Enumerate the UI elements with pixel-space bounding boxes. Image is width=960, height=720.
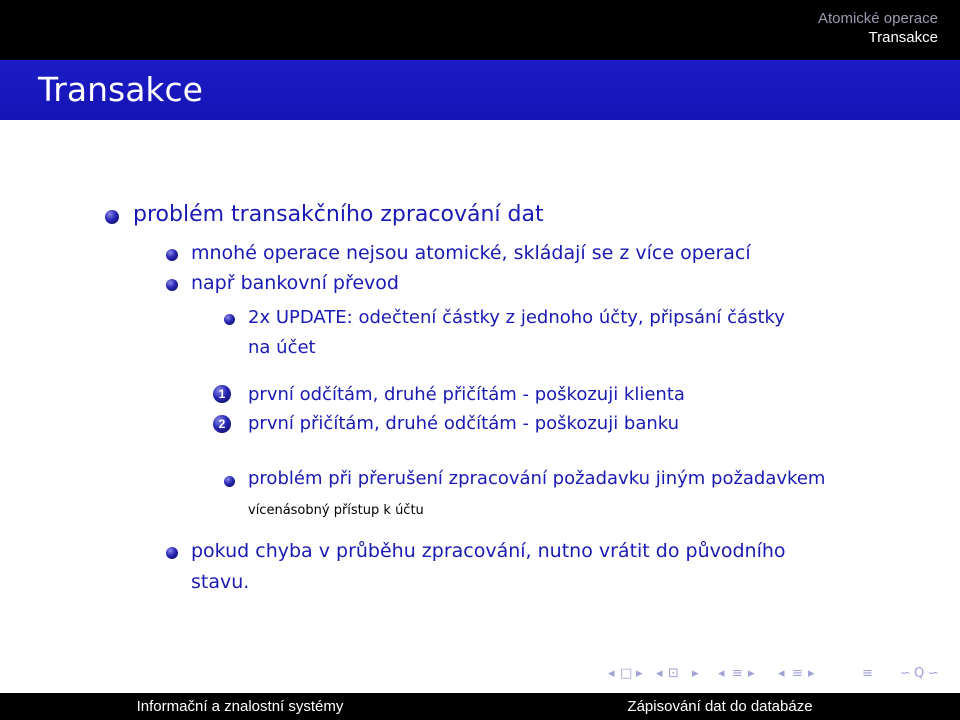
- sub-item-2: např bankovní převod: [191, 272, 399, 294]
- small-note: vícenásobný přístup k účtu: [248, 503, 424, 518]
- enum-number-2-icon: 2: [213, 415, 231, 433]
- bullet-ball-icon: [224, 314, 235, 325]
- subsection-icon[interactable]: ⊡: [668, 666, 679, 681]
- bullet-ball-icon: [166, 279, 178, 291]
- enum-item-1: první odčítám, druhé přičítám - poškozuji klienta: [248, 384, 685, 405]
- enum-item-2: první přičítám, druhé odčítám - poškozuji banku: [248, 413, 680, 434]
- subsub-item-1-line1: 2x UPDATE: odečtení částky z jednoho účty, připsání částky: [248, 307, 785, 328]
- main-item-1: problém transakčního zpracování dat: [133, 202, 544, 227]
- footer-left-title: Informační a znalostní systémy: [136, 698, 344, 715]
- subsub-item-2: problém při přerušení zpracování požadavku jiným požadavkem: [248, 468, 826, 489]
- section-prev-icon[interactable]: ◂: [718, 666, 725, 681]
- part-next-icon[interactable]: ▸: [808, 666, 815, 681]
- sub-item-1: mnohé operace nejsou atomické, skládají se z více operací: [191, 242, 751, 264]
- frame-next-icon[interactable]: ▸: [636, 666, 643, 681]
- section-icon[interactable]: ≡: [732, 666, 743, 681]
- frame-icon[interactable]: □: [620, 666, 633, 681]
- search-back-icon[interactable]: ∽: [900, 666, 911, 681]
- bullet-ball-icon: [224, 476, 235, 487]
- footer-right-title: Zápisování dat do databáze: [627, 698, 813, 715]
- sub-item-3-line2: stavu.: [191, 571, 250, 593]
- sub-item-3-line1: pokud chyba v průběhu zpracování, nutno vrátit do původního: [191, 540, 786, 562]
- bullet-ball-icon: [166, 249, 178, 261]
- bullet-ball-icon: [166, 547, 178, 559]
- subsub-item-1-line2: na účet: [248, 337, 316, 358]
- footline-bar: [0, 693, 960, 720]
- part-icon[interactable]: ≡: [792, 666, 803, 681]
- part-prev-icon[interactable]: ◂: [778, 666, 785, 681]
- section-link[interactable]: Atomické operace: [817, 10, 938, 27]
- enum-number-1-icon: 1: [213, 385, 231, 403]
- search-forward-icon[interactable]: ∽: [928, 666, 939, 681]
- document-icon[interactable]: ≡: [862, 666, 873, 681]
- subsection-prev-icon[interactable]: ◂: [656, 666, 663, 681]
- section-next-icon[interactable]: ▸: [748, 666, 755, 681]
- search-icon[interactable]: Q: [914, 666, 925, 681]
- frame-prev-icon[interactable]: ◂: [608, 666, 615, 681]
- bullet-ball-icon: [105, 210, 119, 224]
- frame-title: Transakce: [38, 70, 203, 109]
- subsection-link[interactable]: Transakce: [868, 29, 938, 46]
- subsection-next-icon[interactable]: ▸: [692, 666, 699, 681]
